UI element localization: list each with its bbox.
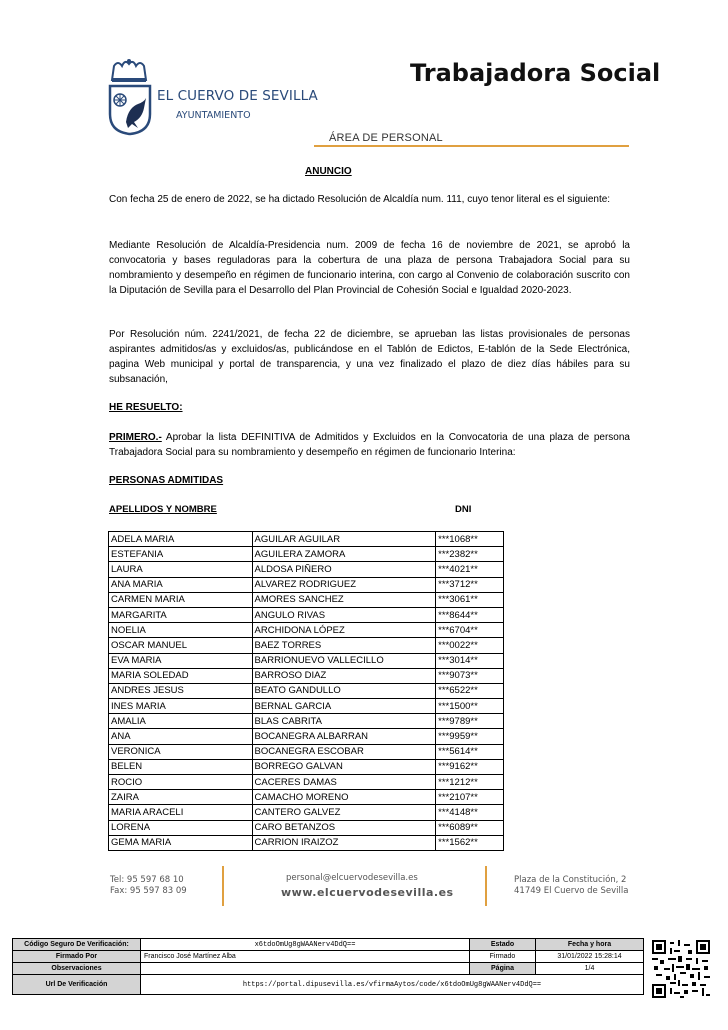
first-name-cell: ANA MARIA (109, 577, 253, 592)
url-label: Url De Verificación (13, 975, 141, 995)
table-row (109, 835, 504, 850)
firmado-por-value: Francisco José Martínez Alba (141, 951, 470, 963)
admitted-people-table (108, 531, 504, 851)
dni-cell: ***9959** (436, 729, 504, 744)
table-row (109, 623, 504, 638)
surname-cell: ANGULO RIVAS (252, 607, 436, 622)
fecha-label: Fecha y hora (536, 939, 644, 951)
table-row (109, 759, 504, 774)
ayuntamiento-label: AYUNTAMIENTO (176, 110, 251, 121)
surname-cell: BOCANEGRA ALBARRAN (252, 729, 436, 744)
pagina-value: 1/4 (536, 963, 644, 975)
first-name-cell: ZAIRA (109, 790, 253, 805)
dni-cell: ***3061** (436, 592, 504, 607)
observaciones-value (141, 963, 470, 975)
footer-address-line2: 41749 El Cuervo de Sevilla (514, 886, 629, 896)
dni-cell: ***1500** (436, 699, 504, 714)
area-label: ÁREA DE PERSONAL (329, 132, 443, 144)
crown-icon (108, 58, 150, 84)
table-row (109, 729, 504, 744)
first-name-cell: GEMA MARIA (109, 835, 253, 850)
table-row (109, 638, 504, 653)
surname-cell: BAEZ TORRES (252, 638, 436, 653)
surname-cell: CARRION IRAIZOZ (252, 835, 436, 850)
document-title: Trabajadora Social (410, 59, 661, 87)
town-name: EL CUERVO DE SEVILLA (157, 88, 318, 104)
dni-cell: ***2382** (436, 547, 504, 562)
dni-cell: ***4021** (436, 562, 504, 577)
footer-fax: Fax: 95 597 83 09 (110, 886, 187, 896)
dni-cell: ***3014** (436, 653, 504, 668)
dni-cell: ***1562** (436, 835, 504, 850)
first-name-cell: ROCIO (109, 775, 253, 790)
table-row (109, 532, 504, 547)
column-header-name: APELLIDOS Y NOMBRE (109, 504, 217, 515)
table-row (109, 577, 504, 592)
first-name-cell: EVA MARIA (109, 653, 253, 668)
dni-cell: ***6089** (436, 820, 504, 835)
primero-label: PRIMERO.- (109, 432, 162, 443)
fecha-value: 31/01/2022 15:28:14 (536, 951, 644, 963)
table-row (109, 668, 504, 683)
csv-value: x6tdoOmUg8gWAANerv4DdQ== (141, 939, 470, 951)
url-value[interactable]: https://portal.dipusevilla.es/vfirmaAytos/code/x6tdoOmUg8gWAANerv4DdQ== (141, 975, 644, 995)
dni-cell: ***0022** (436, 638, 504, 653)
table-row (109, 653, 504, 668)
surname-cell: AGUILAR AGUILAR (252, 532, 436, 547)
surname-cell: BLAS CABRITA (252, 714, 436, 729)
dni-cell: ***3712** (436, 577, 504, 592)
verification-table (12, 938, 644, 995)
surname-cell: CACERES DAMAS (252, 775, 436, 790)
surname-cell: CAMACHO MORENO (252, 790, 436, 805)
first-name-cell: MARIA ARACELI (109, 805, 253, 820)
dni-cell: ***6522** (436, 683, 504, 698)
table-row (109, 547, 504, 562)
first-name-cell: MARIA SOLEDAD (109, 668, 253, 683)
footer-divider (485, 866, 487, 906)
table-row (109, 683, 504, 698)
paragraph-convocatoria: Mediante Resolución de Alcaldía-Presidencia num. 2009 de fecha 16 de noviembre de 2021, se aprobó la convocatoria y bases reguladoras para la cobertura de una plaza de persona Trabajadora Social para su nombramiento y desempeño en régimen de funcionario interina, con cargo al Convenio de colaboración suscrito con la Diputación de Sevilla para el Desarrollo del Plan Provincial de Cohesión Social e Igualdad 2020-2023. (109, 240, 630, 296)
first-name-cell: AMALIA (109, 714, 253, 729)
footer-email: personal@elcuervodesevilla.es (286, 873, 418, 883)
dni-cell: ***6704** (436, 623, 504, 638)
first-name-cell: INES MARIA (109, 699, 253, 714)
table-row (109, 820, 504, 835)
crow-shield-icon (108, 84, 152, 136)
footer-tel: Tel: 95 597 68 10 (110, 875, 184, 885)
surname-cell: AMORES SANCHEZ (252, 592, 436, 607)
paragraph-primero (109, 430, 630, 460)
surname-cell: AGUILERA ZAMORA (252, 547, 436, 562)
he-resuelto-heading: HE RESUELTO: (109, 402, 183, 413)
surname-cell: BERNAL GARCIA (252, 699, 436, 714)
first-name-cell: CARMEN MARIA (109, 592, 253, 607)
surname-cell: BOCANEGRA ESCOBAR (252, 744, 436, 759)
primero-text: Aprobar la lista DEFINITIVA de Admitidos y Excluidos en la Convocatoria de una plaza de persona Trabajadora Social para su nombramiento y desempeño en régimen de funcionario Interina: (109, 432, 630, 458)
anuncio-heading: ANUNCIO (305, 166, 352, 177)
first-name-cell: BELEN (109, 759, 253, 774)
surname-cell: ALDOSA PIÑERO (252, 562, 436, 577)
table-row (109, 607, 504, 622)
surname-cell: BEATO GANDULLO (252, 683, 436, 698)
first-name-cell: OSCAR MANUEL (109, 638, 253, 653)
dni-cell: ***9073** (436, 668, 504, 683)
first-name-cell: ANA (109, 729, 253, 744)
estado-label: Estado (470, 939, 536, 951)
first-name-cell: VERONICA (109, 744, 253, 759)
surname-cell: BARRIONUEVO VALLECILLO (252, 653, 436, 668)
area-divider (314, 145, 629, 147)
surname-cell: CANTERO GALVEZ (252, 805, 436, 820)
dni-cell: ***9789** (436, 714, 504, 729)
first-name-cell: ANDRES JESUS (109, 683, 253, 698)
surname-cell: ARCHIDONA LÓPEZ (252, 623, 436, 638)
first-name-cell: MARGARITA (109, 607, 253, 622)
first-name-cell: ADELA MARIA (109, 532, 253, 547)
dni-cell: ***1212** (436, 775, 504, 790)
footer-address-line1: Plaza de la Constitución, 2 (514, 875, 627, 885)
table-row (109, 592, 504, 607)
dni-cell: ***9162** (436, 759, 504, 774)
paragraph-listas-provisionales: Por Resolución núm. 2241/2021, de fecha 22 de diciembre, se aprueban las listas provisionales de personas aspirantes admitidos/as y excluidos/as, publicándose en el Tablón de Edictos, E-tablón de la Sede Electrónica, pagina Web municipal y portal de transparencia, y una vez finalizado el plazo de diez días hábiles para su subsanación, (109, 329, 630, 385)
paragraph-intro: Con fecha 25 de enero de 2022, se ha dictado Resolución de Alcaldía num. 111, cuyo tenor literal es el siguiente: (109, 194, 611, 205)
footer-divider (222, 866, 224, 906)
first-name-cell: NOELIA (109, 623, 253, 638)
dni-cell: ***8644** (436, 607, 504, 622)
table-row (109, 562, 504, 577)
surname-cell: BORREGO GALVAN (252, 759, 436, 774)
table-row (109, 699, 504, 714)
first-name-cell: ESTEFANIA (109, 547, 253, 562)
table-row (109, 775, 504, 790)
surname-cell: CARO BETANZOS (252, 820, 436, 835)
dni-cell: ***4148** (436, 805, 504, 820)
dni-cell: ***2107** (436, 790, 504, 805)
qr-code-icon (652, 940, 710, 998)
observaciones-label: Observaciones (13, 963, 141, 975)
footer-phones (110, 875, 187, 897)
csv-label: Código Seguro De Verificación: (13, 939, 141, 951)
footer-web: www.elcuervodesevilla.es (281, 886, 454, 899)
pagina-label: Página (470, 963, 536, 975)
table-row (109, 790, 504, 805)
footer-address (514, 875, 628, 897)
table-row (109, 805, 504, 820)
first-name-cell: LORENA (109, 820, 253, 835)
table-row (109, 714, 504, 729)
personas-admitidas-heading: PERSONAS ADMITIDAS (109, 475, 224, 486)
dni-cell: ***1068** (436, 532, 504, 547)
firmado-por-label: Firmado Por (13, 951, 141, 963)
estado-value: Firmado (470, 951, 536, 963)
surname-cell: BARROSO DIAZ (252, 668, 436, 683)
table-row (109, 744, 504, 759)
dni-cell: ***5614** (436, 744, 504, 759)
surname-cell: ALVAREZ RODRIGUEZ (252, 577, 436, 592)
first-name-cell: LAURA (109, 562, 253, 577)
column-header-dni: DNI (455, 504, 472, 515)
